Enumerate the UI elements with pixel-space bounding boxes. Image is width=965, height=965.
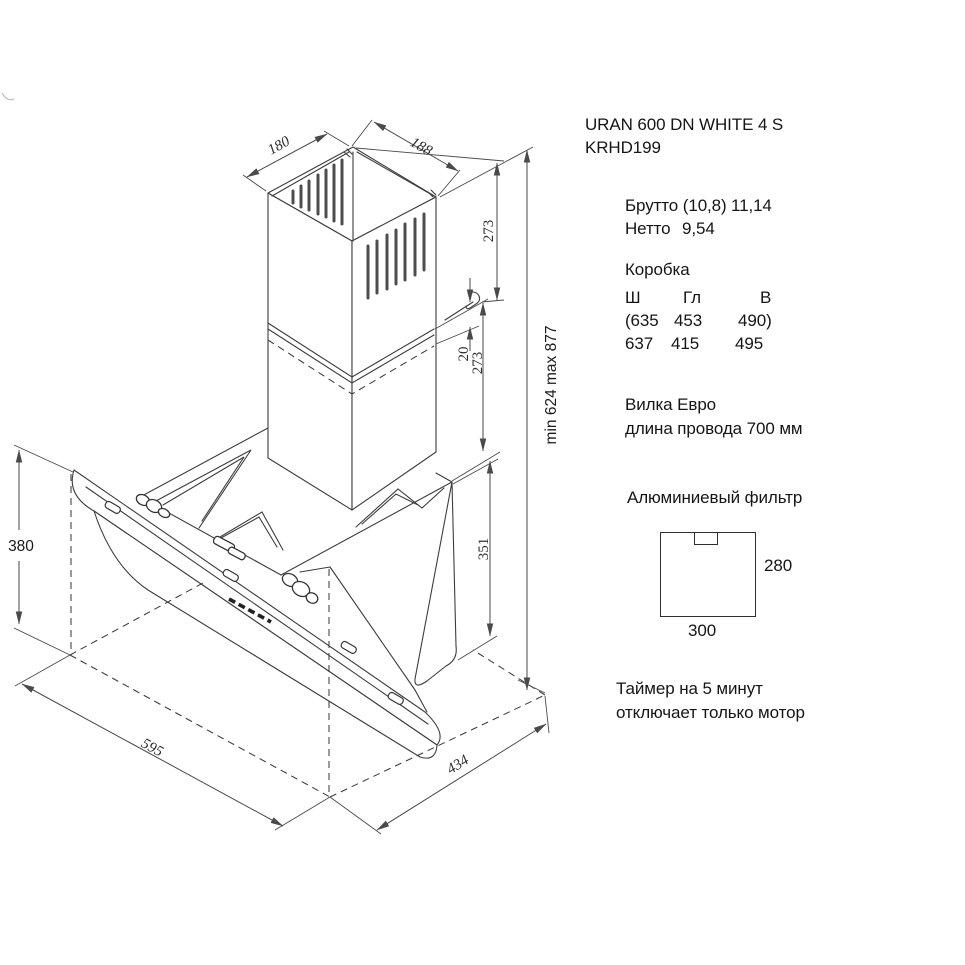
dim-telescope-overlap: 20 [456, 346, 472, 362]
box-row2-w: 637 [625, 334, 654, 353]
filter-tab [694, 532, 718, 545]
box-row2-d: 415 [671, 334, 700, 353]
box-row2-h: 495 [735, 334, 764, 353]
chimney-duct [268, 147, 436, 510]
box-row1-d: 453 [674, 311, 703, 330]
product-title: URAN 600 DN WHITE 4 S [585, 115, 784, 134]
net-weight-label: Нетто [625, 219, 671, 238]
box-title: Коробка [625, 260, 690, 279]
stray-mark [2, 93, 14, 100]
filter-height-label: 280 [764, 556, 793, 575]
wall-hook [445, 292, 480, 320]
glass-top-edge [72, 470, 440, 745]
dim-duct-top-depth: 188 [407, 134, 435, 160]
glass-panel [72, 470, 440, 758]
gross-weight-label: Брутто (10,8) [625, 196, 727, 215]
net-weight-value: 9,54 [682, 219, 715, 238]
dim-mount-height-range: min 624 max 877 [543, 325, 560, 445]
filter-diagram [660, 532, 756, 617]
cord-length: длина провода 700 мм [625, 419, 803, 438]
dim-hood-width: 595 [138, 735, 166, 761]
glass-front-face [94, 511, 437, 758]
dim-upper-duct-height: 273 [481, 219, 497, 243]
dim-body-side-height: 351 [476, 537, 492, 561]
side-panel [415, 482, 456, 685]
dim-hood-depth: 434 [444, 752, 472, 778]
filter-width-label: 300 [688, 621, 717, 640]
box-row1-h: 490) [738, 311, 772, 330]
gross-weight-value: 11,14 [731, 196, 772, 215]
product-code: KRHD199 [585, 138, 661, 157]
timer-note-line2: отключает только мотор [616, 703, 805, 722]
dim-wall-side-height: 380 [8, 538, 34, 555]
timer-note-line1: Таймер на 5 минут [616, 679, 763, 698]
filter-title: Алюминиевый фильтр [627, 488, 803, 507]
box-col-depth: Гл [683, 288, 701, 307]
dim-lower-duct-height: 273 [470, 351, 486, 375]
chimney-left-face [268, 193, 352, 510]
box-row1-w: (635 [625, 311, 659, 330]
box-col-width: Ш [625, 288, 641, 307]
box-col-height: В [760, 288, 772, 307]
dim-duct-top-width: 180 [265, 133, 293, 159]
plug-type: Вилка Евро [625, 395, 717, 414]
